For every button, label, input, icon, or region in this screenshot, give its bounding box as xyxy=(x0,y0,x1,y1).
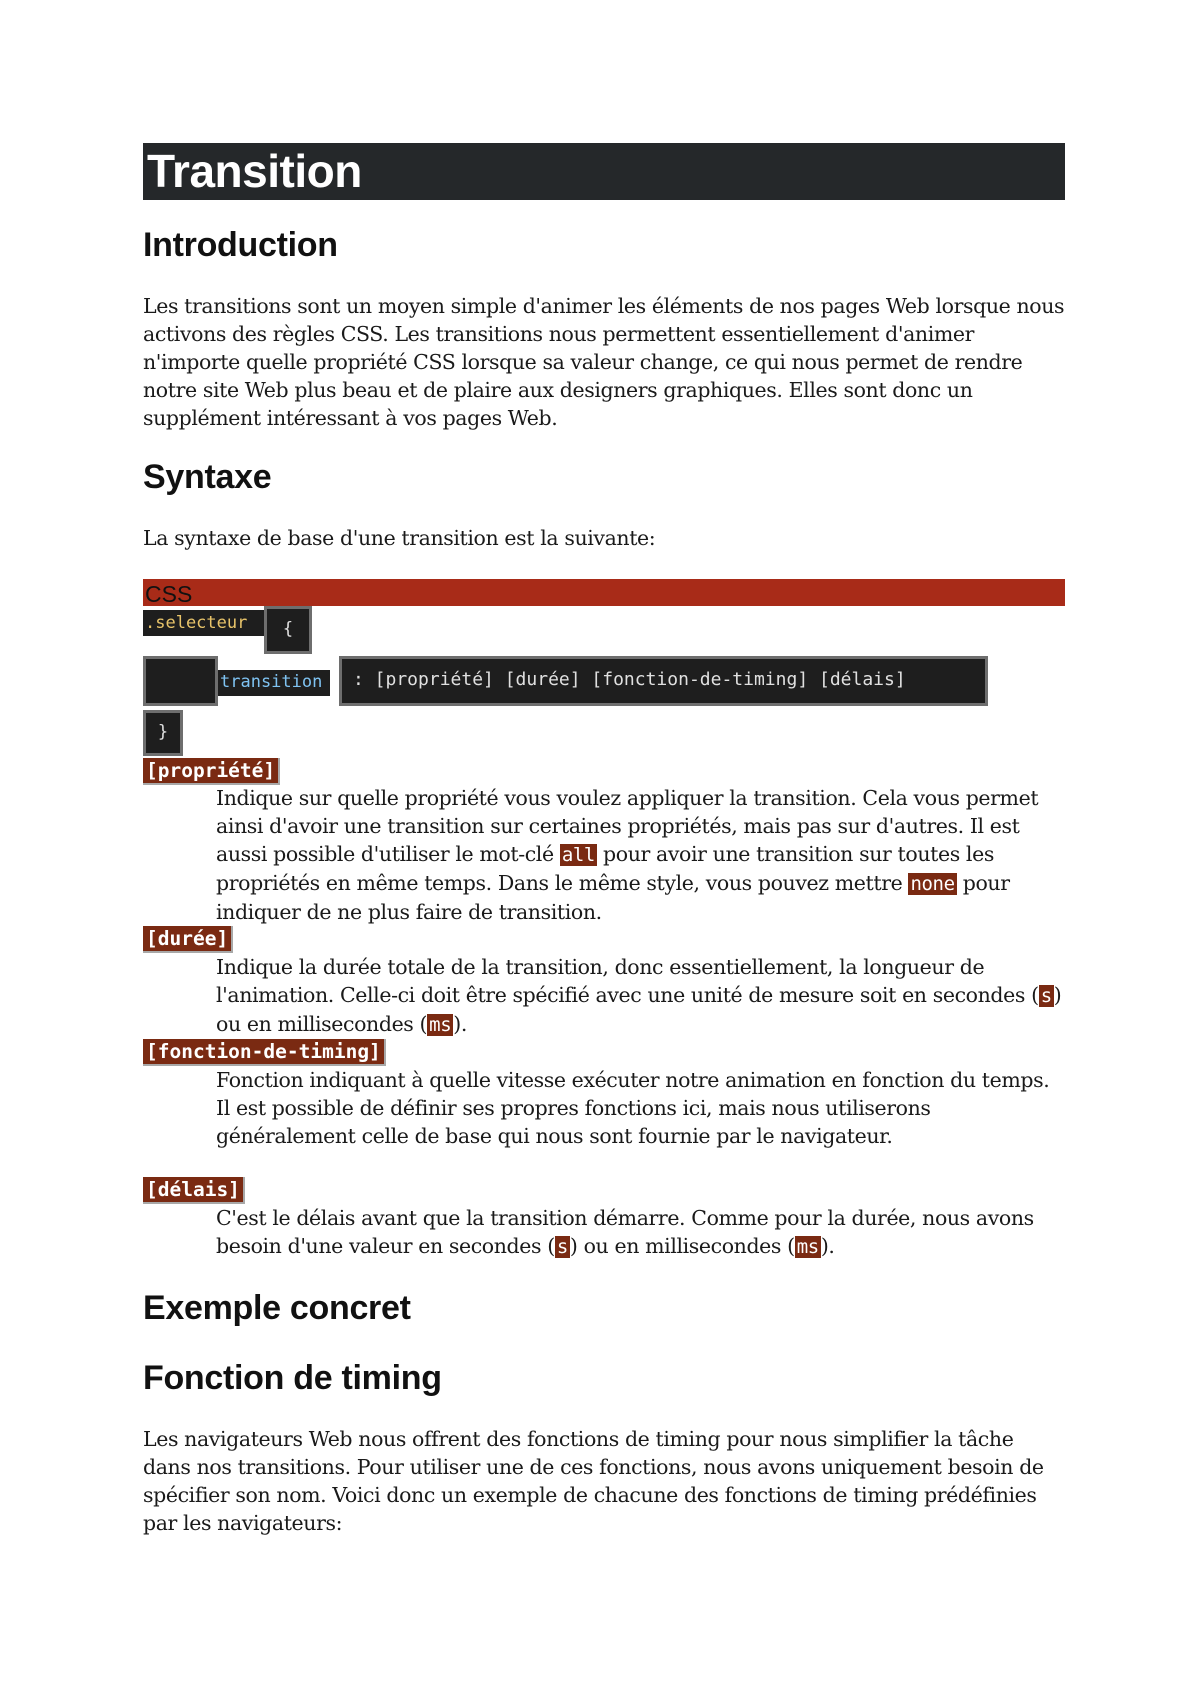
code-s: s xyxy=(556,1236,568,1258)
intro-heading: Introduction xyxy=(143,226,338,264)
timing-heading: Fonction de timing xyxy=(143,1359,442,1397)
definition-desc-duree: Indique la durée totale de la transition, donc essentiellement, la longueur de l'animation. Celle-ci doit être spécifié avec une unité de mesure soit en secondes ( s) ou en millisecondes ( ms). xyxy=(216,955,1062,1036)
definition-term-fonction-de-timing: [fonction-de-timing] xyxy=(143,1039,386,1066)
document-page xyxy=(143,143,1065,1537)
code-close-brace: } xyxy=(143,710,183,756)
definition-term-delais: [délais] xyxy=(143,1177,245,1204)
code-all: all xyxy=(561,844,595,866)
code-language-label: CSS xyxy=(143,579,1065,606)
syntax-heading: Syntaxe xyxy=(143,458,272,496)
code-line-transition xyxy=(143,656,1065,710)
code-indent xyxy=(143,656,218,706)
definition-term-duree: [durée] xyxy=(143,926,233,953)
code-value: : [propriété] [durée] [fonction-de-timing] [délais] xyxy=(339,656,988,706)
code-property: transition xyxy=(218,670,330,696)
code-none: none xyxy=(910,873,955,895)
code-ms: ms xyxy=(796,1236,819,1258)
code-line-selector xyxy=(143,606,1065,656)
code-open-brace: { xyxy=(264,606,312,654)
timing-paragraph: Les navigateurs Web nous offrent des fonctions de timing pour nous simplifier la tâche dans nos transitions. Pour utiliser une de ces fonctions, nous avons uniquement besoin de spécifier son nom. Voici donc un exemple de chacune des fonctions de timing prédéfinies par les navigateurs: xyxy=(143,1427,1044,1535)
page-title: Transition xyxy=(143,143,1065,200)
intro-paragraph: Les transitions sont un moyen simple d'animer les éléments de nos pages Web lorsque nous activons des règles CSS. Les transitions nous permettent essentiellement d'animer n'importe quelle propriété CSS lorsque sa valeur change, ce qui nous permet de rendre notre site Web plus beau et de plaire aux designers graphiques. Elles sont donc un supplément intéressant à vos pages Web. xyxy=(143,294,1065,430)
code-selector: .selecteur xyxy=(143,610,266,636)
definition-desc-propriete: Indique sur quelle propriété vous voulez appliquer la transition. Cela vous permet ainsi d'avoir une transition sur certaines propriétés, mais pas sur d'autres. Il est aussi possible d'utiliser le mot-clé all pour avoir une transition sur toutes les propriétés en même temps. Dans le même style, vous pouvez mettre none pour indiquer de ne plus faire de transition. xyxy=(216,786,1039,924)
code-block xyxy=(143,579,1065,756)
code-ms: ms xyxy=(429,1014,452,1036)
code-line-close xyxy=(143,710,1065,756)
example-heading: Exemple concret xyxy=(143,1289,411,1327)
definition-desc-fonction-de-timing: Fonction indiquant à quelle vitesse exécuter notre animation en fonction du temps. Il est possible de définir ses propres fonctions ici, mais nous utiliserons généralement celle de base qui nous sont fournie par le navigateur. xyxy=(216,1068,1050,1148)
definition-term-propriete: [propriété] xyxy=(143,758,280,785)
syntax-definitions xyxy=(143,758,1065,1261)
code-s: s xyxy=(1040,985,1052,1007)
syntax-paragraph: La syntaxe de base d'une transition est la suivante: xyxy=(143,526,656,550)
definition-desc-delais: C'est le délais avant que la transition démarre. Comme pour la durée, nous avons besoin d'une valeur en secondes ( s) ou en millisecondes ( ms). xyxy=(216,1206,1034,1258)
